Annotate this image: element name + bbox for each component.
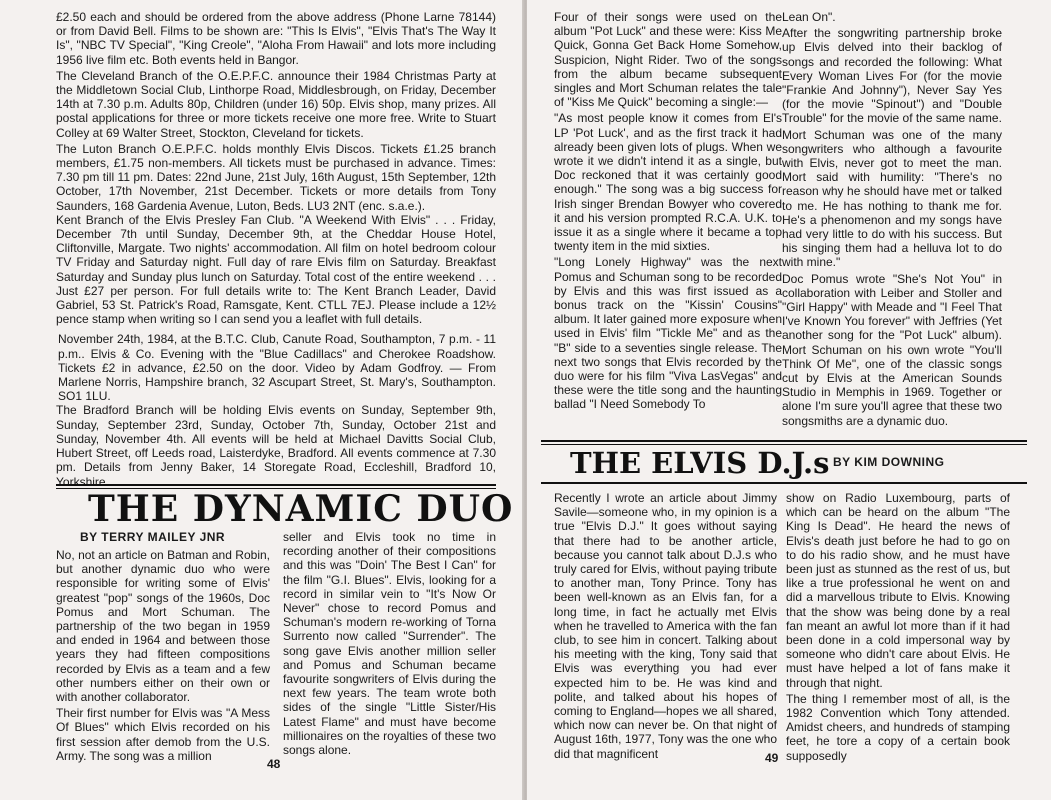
listing-cleveland-branch: The Cleveland Branch of the O.E.P.F.C. announce their 1984 Christmas Party at the Middletown Social Club, Linthorpe Road, Middlesbrough, on Friday, December 14th at 7.30 p.m. Adults 80p, Children (under 16) 50p. Elvis shop, many prizes. All postal applications for three or more tickets receive one more free. Write to Stuart Colley at 69 Walter Street, Stockton, Cleveland for tickets. <box>56 68 496 140</box>
listing-film-show: £2.50 each and should be ordered from the above address (Phone Larne 78144) or from David Bell. Films to be shown are: "This Is Elvis", "Elvis That's The Way It Is", "NBC TV Special", "King Creole", "Aloha From Hawaii" and lots more including 1956 live film etc. Both events held in Bangor. <box>56 10 496 67</box>
continued-column-1 <box>554 10 782 414</box>
article-column-2 <box>786 491 1010 765</box>
paragraph: "As most people know it comes from El's LP 'Pot Luck', and as the first track it had already been given lots of plugs. When we wrote it we didn't intend it as a single, but Doc reckoned that it was certainly good enough." The song was a big success for Irish singer Brendan Bowyer who covered it and his version prompted R.C.A. U.K. to issue it as a single where it became a top twenty item in the mid sixties. <box>554 111 782 254</box>
paragraph: Lean On". <box>782 10 836 24</box>
paragraph: After the songwriting partnership broke up Elvis delved into their backlog of songs and recorded the following: What Every Woman Lives For (for the movie "Frankie And Johnny"), Never Say Yes (for the movie "Spinout") and "Double Trouble" for the movie of the same name. <box>782 26 1002 126</box>
paragraph: No, not an article on Batman and Robin, but another dynamic duo who were responsible for writing some of Elvis' greatest "pop" songs of the 1960s, Doc Pomus and Mort Schuman. The partnership of the two began in 1959 and ended in 1964 and between those years they had fifteen compositions recorded by Elvis as a team and a few other numbers either on their own or with another collaborator. <box>56 548 270 705</box>
paragraph: Doc Pomus wrote "She's Not You" in collaboration with Leiber and Stoller and "Girl Happy" with Meade and "I Feel That I've Known You forever" with Jeffries (Yet another song for the "Pot Luck" album). Mort Schuman on his own wrote "You'll Think Of Me", one of the classic songs cut by Elvis at the American Sounds Studio in Memphis in 1969. Together or alone I'm sure you'll agree that these two songsmiths are a dynamic duo. <box>782 271 1002 428</box>
article-column-2 <box>283 530 496 759</box>
listing-bradford-branch: The Bradford Branch will be holding Elvis events on Sunday, September 9th, Sunday, September 23rd, Sunday, October 7th, Sunday, October 21st and Sunday, November 4th. All events will be held at Michael Davitts Social Club, Hubert Street, off Leeds road, Laisterdyke, Bradford. All events commence at 7.30 pm. Details from Jenny Baker, 14 Storegate Road, Eccleshill, Bradford 10, Yorkshire. <box>56 403 496 489</box>
listings <box>56 10 496 489</box>
article-title: THE ELVIS D.J.s <box>570 446 830 480</box>
paragraph: Four of their songs were used on the album "Pot Luck" and these were: Kiss Me Quick, Gonna Get Back Home Somehow, Suspicion, Night Rider. Two of the songs from the album became subsequent singles and Mort Schuman relates the tale of "Kiss Me Quick" becoming a single:— <box>554 10 782 110</box>
section-rule-top-thin <box>541 444 1027 445</box>
article-title: THE DYNAMIC DUO <box>88 488 514 530</box>
paragraph: show on Radio Luxembourg, parts of which can be heard on the album "The King Is Dead". He heard the news of Elvis's death just before he had to go on to do his radio show, and he must have been just as stunned as the rest of us, but like a true professional he went on and did a marvellous tribute to Elvis. Knowing that the show was being done by a real fan meant an awful lot more than if it had been done in a cold impersonal way by someone who didn't care about Elvis. He must have helped a lot of fans make it through that night. <box>786 491 1010 690</box>
listing-kent-branch: Kent Branch of the Elvis Presley Fan Club. "A Weekend With Elvis" . . . Friday, December 7th until Sunday, December 9th, at the Cheddar House Hotel, Cliftonville, Margate. Two nights' accommodation. All film on hotel bedroom colour TV Friday and Saturday night. Full day of rare Elvis film on Saturday. Breakfast Saturday and Sunday plus lunch on Saturday. Total cost of the entire weekend . . . Just £27 per person. For full details write to: The Kent Branch Leader, David Gabriel, 53 St. Patrick's Road, Ramsgate, Kent. CTLL 7EJ. Please include a 12½ pence stamp when writing so I can send you a leaflet with full details. <box>56 212 496 327</box>
paragraph: Recently I wrote an article about Jimmy Savile—someone who, in my opinion is a true "Elvis D.J." It goes without saying that there had to be another article, because you cannot talk about D.J.s who truly cared for Elvis, without paying tribute to another man, Tony Prince. Tony has been well-known as an Elvis fan, for a long time, in fact he actually met Elvis when he travelled to America with the fan club, to see him in concert. Talking about his meeting with the king, Tony said that Elvis was everything you had ever expected him to be. He was kind and polite, and talked about his hopes of coming to England—hopes we all shared, which now can never be. On that night of August 16th, 1977, Tony was the one who did that magnificent <box>554 491 777 761</box>
page-49 <box>527 0 1051 800</box>
paragraph: seller and Elvis took no time in recording another of their compositions and this was "Doin' The Best I Can" for the film "G.I. Blues". Elvis, looking for a record in similar vein to "It's Now Or Never" chose to record Pomus and Schuman's modern re-working of Torna Surrento now called "Surrender". The song gave Elvis another million seller and Pomus and Schuman became favourite songwriters of Elvis during the next few years. The team wrote both sides of the single "Little Sister/His Latest Flame" and must have become millionaires on the royalties of these two songs alone. <box>283 530 496 758</box>
article-column-1 <box>554 491 777 763</box>
article-byline: BY TERRY MAILEY JNR <box>80 530 226 544</box>
page-48 <box>0 0 524 800</box>
section-rule-top <box>56 484 496 486</box>
article-column-1 <box>56 548 270 765</box>
section-rule-bottom <box>541 482 1027 484</box>
page-number: 49 <box>765 751 779 765</box>
article-byline: BY KIM DOWNING <box>833 455 945 469</box>
section-rule-top <box>541 440 1027 442</box>
paragraph: "Long Lonely Highway" was the next Pomus and Schuman song to be recorded by Elvis and this was first issued as a bonus track on the "Kissin' Cousins" album. It later gained more exposure when used in Elvis' film "Tickle Me" and as the "B" side to a seventies single release. The next two songs that Elvis recorded by the duo were for his film "Viva LasVegas" and these were the title song and the haunting ballad "I Need Somebody To <box>554 255 782 412</box>
listing-southampton: November 24th, 1984, at the B.T.C. Club, Canute Road, Southampton, 7 p.m. - 11 p.m.. Elvis & Co. Evening with the "Blue Cadillacs" and Cherokee Roadshow. Tickets £2 in advance, £2.50 on the door. Video by Adam Godfroy. — From Marlene Norris, Hampshire branch, 32 Ascupart Street, St. Mary's, Southampton. SO1 1LU. <box>58 332 496 404</box>
page-number: 48 <box>267 757 281 771</box>
paragraph: Their first number for Elvis was "A Mess Of Blues" which Elvis recorded on his first session after demob from the U.S. Army. The song was a million <box>56 706 270 763</box>
paragraph: Mort Schuman was one of the many songwriters who although a favourite with Elvis, never got to meet the man. Mort said with humility: "There's no reason why he should have met or talked to me. He has nothing to thank me for. He's a phenomenon and my songs have had very little to do with his success. But his singing them had a helluva lot to do with mine." <box>782 127 1002 270</box>
paragraph: The thing I remember most of all, is the 1982 Convention which Tony attended. Amidst cheers, and hundreds of stamping feet, he tore a copy of a certain book supposedly <box>786 691 1010 763</box>
continued-column-2 <box>782 10 1002 430</box>
listing-luton-branch: The Luton Branch O.E.P.F.C. holds monthly Elvis Discos. Tickets £1.25 branch members, £1.75 non-members. All tickets must be purchased in advance. Times: 7.30 pm till 11 pm. Dates: 22nd June, 21st July, 16th August, 15th September, 12th October, 17th November, 21st December. Tickets or more details from Tony Saunders, 168 Gardenia Avenue, Luton, Beds. LU3 2NT (enc. s.a.e.). <box>56 141 496 213</box>
